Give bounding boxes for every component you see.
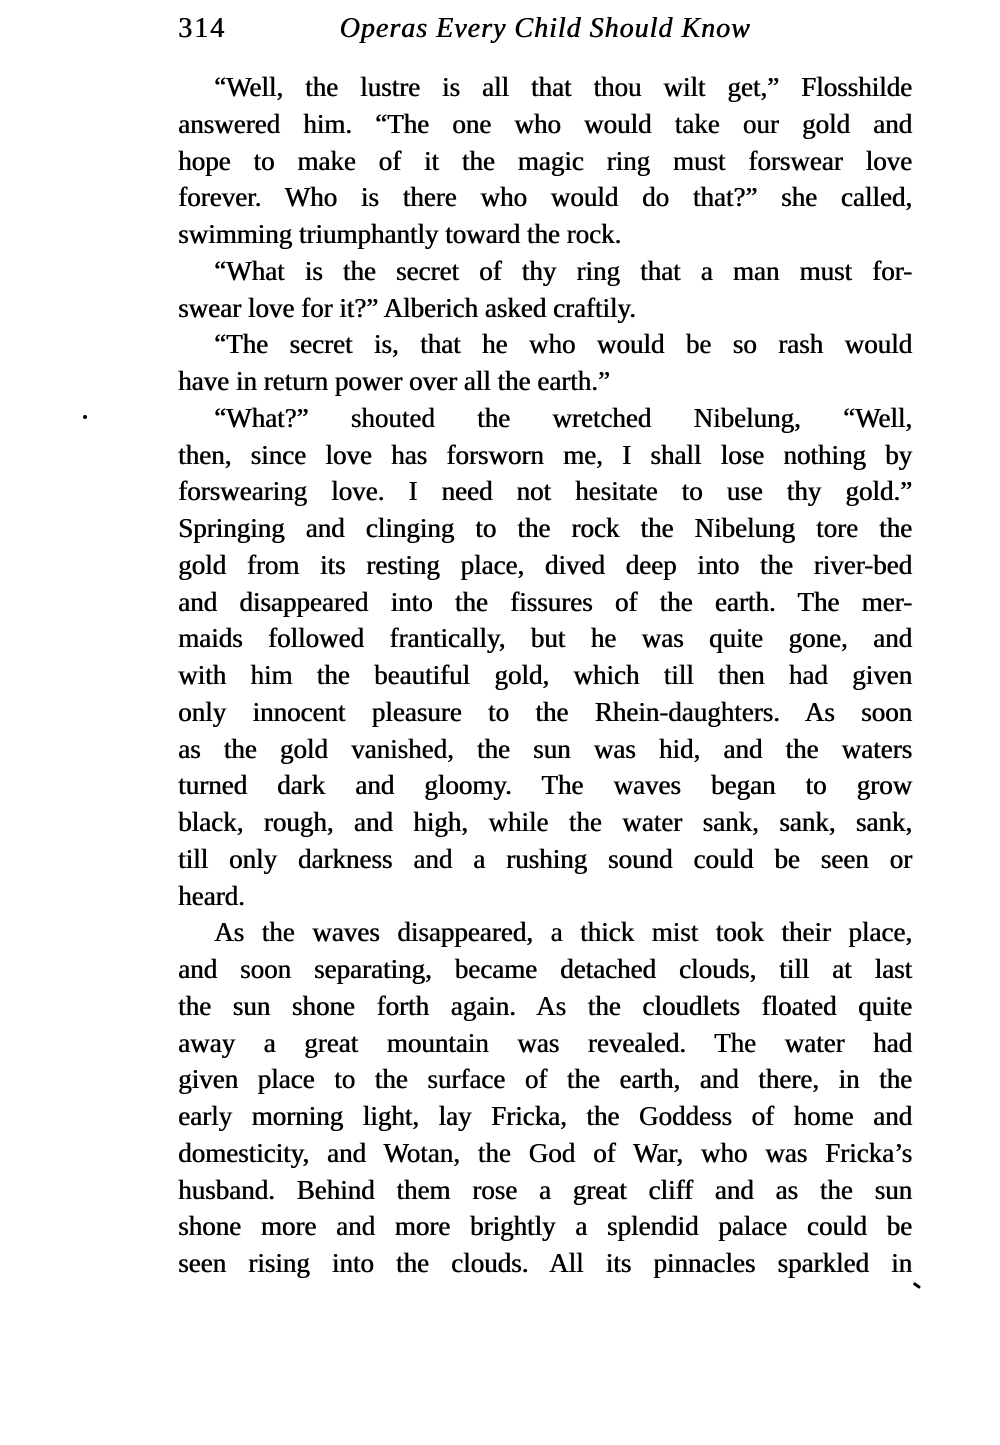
paragraph — [178, 69, 912, 253]
text-line: domesticity, and Wotan, the God of War, who was Fricka’s — [178, 1137, 912, 1168]
text-line: swimming triumphantly toward the rock. — [178, 219, 622, 249]
text-line: “What is the secret of thy ring that a man must for- — [214, 255, 912, 286]
text-line: away a great mountain was revealed. The water had — [178, 1027, 912, 1058]
paragraph — [178, 326, 912, 400]
text-line: with him the beautiful gold, which till then had given — [178, 660, 912, 690]
text-block — [178, 69, 912, 1282]
page-header — [178, 10, 912, 48]
ink-speck — [83, 415, 87, 419]
text-line: shone more and more brightly a splendid palace could be — [178, 1211, 912, 1242]
text-line: forever. Who is there who would do that?” she called, — [178, 182, 912, 213]
text-line: seen rising into the clouds. All its pinnacles sparkled in — [178, 1248, 912, 1278]
text-line: only innocent pleasure to the Rhein-daughters. As soon — [178, 696, 912, 727]
text-line: forswearing love. I need not hesitate to use thy gold.” — [178, 476, 912, 507]
text-line: the sun shone forth again. As the cloudlets floated quite — [178, 990, 912, 1021]
text-line: as the gold vanished, the sun was hid, and the waters — [178, 733, 912, 764]
text-line: “Well, the lustre is all that thou wilt get,” Flosshilde — [214, 72, 912, 102]
text-line: “What?” shouted the wretched Nibelung, “Well, — [214, 402, 912, 433]
paragraph — [178, 253, 912, 327]
stray-mark — [913, 1282, 921, 1289]
text-line: husband. Behind them rose a great cliff and as the sun — [178, 1174, 912, 1205]
text-line: turned dark and gloomy. The waves began to grow — [178, 770, 912, 801]
text-line: As the waves disappeared, a thick mist took their place, — [214, 917, 912, 948]
paragraph — [178, 914, 912, 1282]
text-line: have in return power over all the earth.” — [178, 366, 610, 396]
text-line: swear love for it?” Alberich asked craftily. — [178, 292, 636, 323]
text-line: and disappeared into the fissures of the earth. The mer- — [178, 586, 912, 617]
text-line: given place to the surface of the earth, and there, in the — [178, 1064, 912, 1095]
text-line: “The secret is, that he who would be so rash would — [214, 329, 912, 360]
running-title: Operas Every Child Should Know — [339, 13, 751, 44]
page-number: 314 — [178, 13, 226, 44]
text-line: early morning light, lay Fricka, the Goddess of home and — [178, 1101, 912, 1131]
text-line: black, rough, and high, while the water sank, sank, sank, — [178, 807, 912, 837]
text-line: then, since love has forsworn me, I shall lose nothing by — [178, 439, 912, 470]
text-line: answered him. “The one who would take our gold and — [178, 108, 912, 139]
text-line: gold from its resting place, dived deep into the river-bed — [178, 549, 912, 580]
text-line: Springing and clinging to the rock the Nibelung tore the — [178, 513, 912, 543]
text-line: maids followed frantically, but he was quite gone, and — [178, 623, 912, 654]
text-line: and soon separating, became detached clouds, till at last — [178, 954, 912, 984]
text-line: till only darkness and a rushing sound could be seen or — [178, 843, 912, 874]
text-line: hope to make of it the magic ring must forswear love — [178, 145, 912, 176]
text-line: heard. — [178, 880, 245, 911]
paragraph — [178, 400, 912, 915]
